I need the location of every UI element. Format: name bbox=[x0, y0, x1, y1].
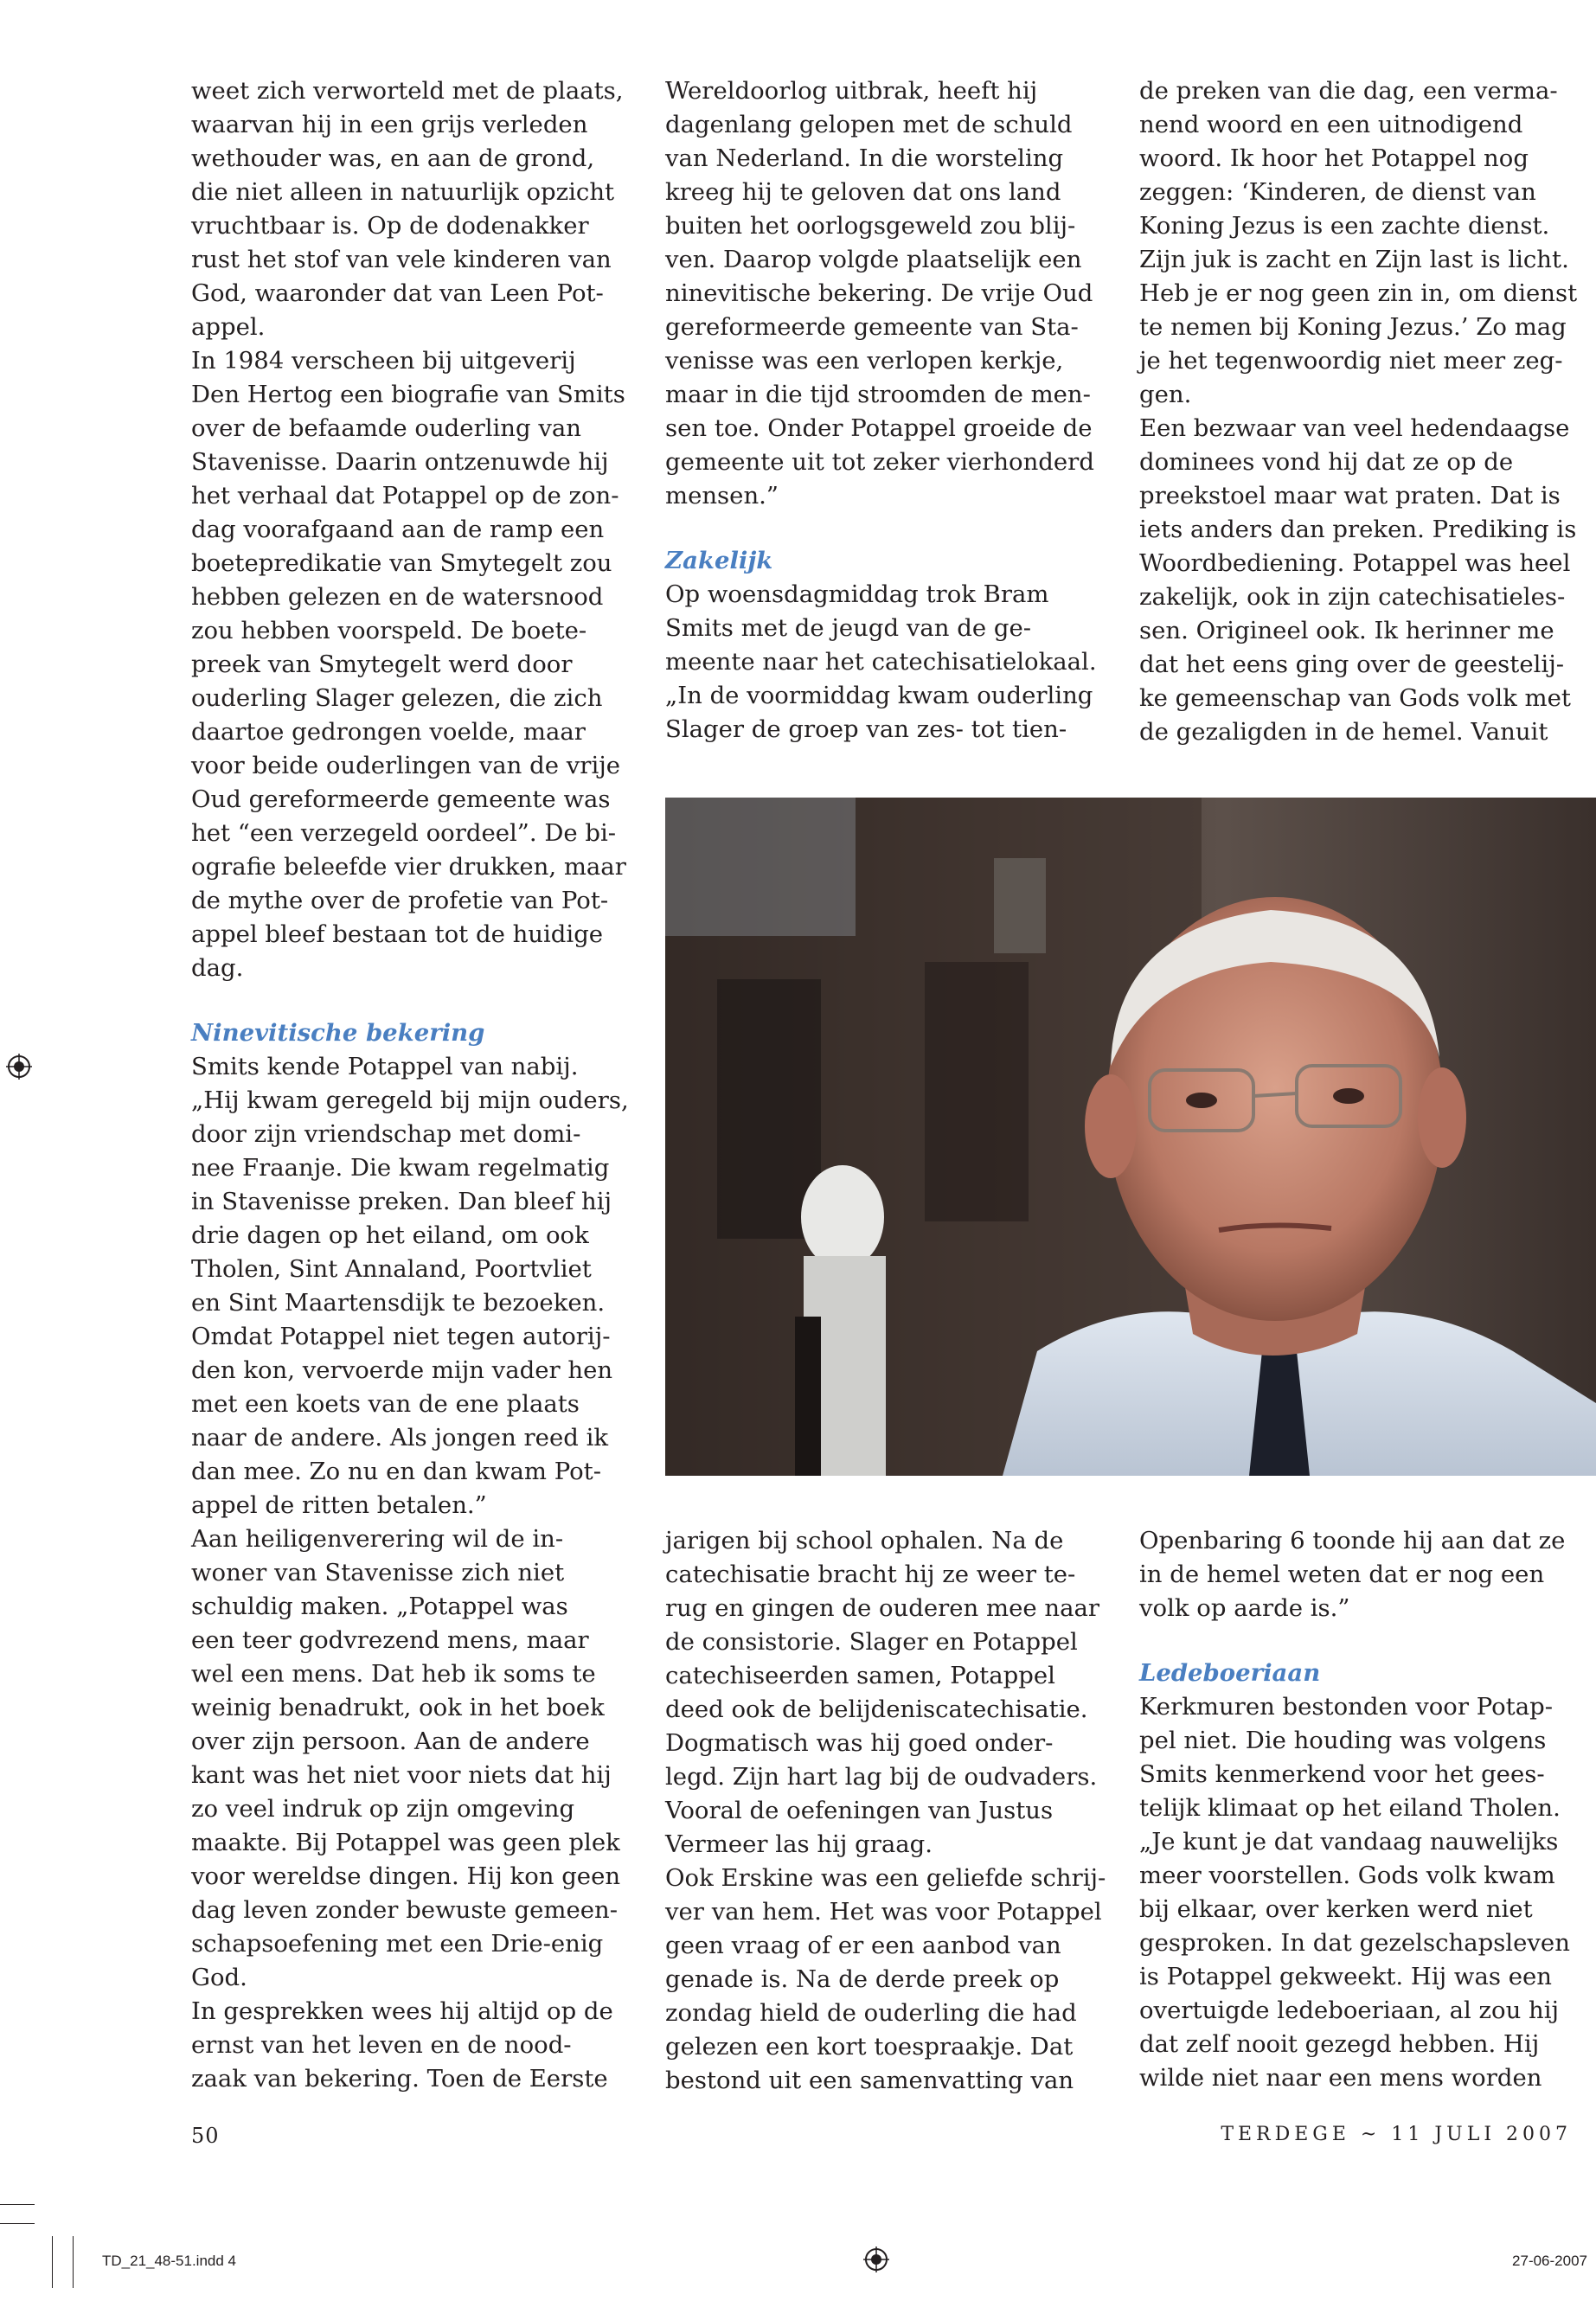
text-line: overtuigde ledeboeriaan, al zou hij bbox=[1139, 1997, 1560, 2024]
text-line: Stavenisse. Daarin ontzenuwde hij bbox=[191, 448, 609, 476]
text-line: Smits met de jeugd van de ge- bbox=[665, 614, 1032, 642]
text-line: zakelijk, ook in zijn catechisatieles- bbox=[1139, 583, 1566, 611]
col2-mid-text bbox=[665, 578, 1098, 747]
registration-mark-icon bbox=[6, 1054, 32, 1080]
crop-mark bbox=[73, 2236, 74, 2288]
column-3-top bbox=[1139, 74, 1578, 749]
text-line: gelezen een kort toespraakje. Dat bbox=[665, 2033, 1074, 2061]
col1-top-text bbox=[191, 74, 624, 985]
text-line: en Sint Maartensdijk te bezoeken. bbox=[191, 1289, 606, 1317]
text-line: boetepredikatie van Smytegelt zou bbox=[191, 549, 612, 577]
text-line: het verhaal dat Potappel op de zon- bbox=[191, 482, 619, 510]
text-line: Den Hertog een biografie van Smits bbox=[191, 381, 625, 408]
text-line: vruchtbaar is. Op de dodenakker bbox=[191, 212, 589, 240]
text-line: zou hebben voorspeld. De boete- bbox=[191, 617, 587, 644]
col2-bottom-text bbox=[665, 1524, 1106, 2098]
text-line: drie dagen op het eiland, om ook bbox=[191, 1221, 589, 1249]
text-line: hebben gelezen en de watersnood bbox=[191, 583, 604, 611]
text-line: ninevitische bekering. De vrije Oud bbox=[665, 279, 1093, 307]
text-line: Kerkmuren bestonden voor Potap- bbox=[1139, 1693, 1554, 1721]
column-2-top bbox=[665, 74, 1098, 747]
slug-date: 27-06-2007 bbox=[1512, 2253, 1587, 2269]
text-line: Wereldoorlog uitbrak, heeft hij bbox=[665, 77, 1038, 105]
text-line: wilde niet naar een mens worden bbox=[1139, 2064, 1542, 2092]
text-line: sen. Origineel ook. Ik herinner me bbox=[1139, 617, 1554, 644]
text-line: preek van Smytegelt werd door bbox=[191, 651, 573, 678]
text-line: In 1984 verscheen bij uitgeverij bbox=[191, 347, 576, 375]
text-line: nend woord en een uitnodigend bbox=[1139, 111, 1523, 138]
text-line: de mythe over de profetie van Pot- bbox=[191, 887, 609, 914]
text-line: schuldig maken. „Potappel was bbox=[191, 1593, 568, 1620]
text-line: ouderling Slager gelezen, die zich bbox=[191, 684, 603, 712]
text-line: Heb je er nog geen zin in, om dienst bbox=[1139, 279, 1578, 307]
column-2-bottom bbox=[665, 1524, 1106, 2098]
text-line: gereformeerde gemeente van Sta- bbox=[665, 313, 1079, 341]
text-line: dominees vond hij dat ze op de bbox=[1139, 448, 1514, 476]
text-line: door zijn vriendschap met domi- bbox=[191, 1120, 581, 1148]
text-line: Omdat Potappel niet tegen autorij- bbox=[191, 1323, 611, 1350]
text-line: venisse was een verlopen kerkje, bbox=[665, 347, 1064, 375]
col3-bottom-text-a bbox=[1139, 1524, 1572, 1625]
text-line: zaak van bekering. Toen de Eerste bbox=[191, 2065, 608, 2093]
text-line: Smits kende Potappel van nabij. bbox=[191, 1053, 579, 1080]
page-number: 50 bbox=[191, 2124, 220, 2148]
col3-bottom-text-b bbox=[1139, 1690, 1572, 2095]
text-line: wethouder was, en aan de grond, bbox=[191, 144, 595, 172]
text-line: Een bezwaar van veel hedendaagse bbox=[1139, 414, 1570, 442]
text-line: dag voorafgaand aan de ramp een bbox=[191, 516, 605, 543]
text-line: appel bleef bestaan tot de huidige bbox=[191, 920, 604, 948]
text-line: „Je kunt je dat vandaag nauwelijks bbox=[1139, 1828, 1559, 1856]
text-line: ografie beleefde vier drukken, maar bbox=[191, 853, 626, 881]
text-line: Dogmatisch was hij goed onder- bbox=[665, 1729, 1054, 1757]
text-line: telijk klimaat op het eiland Tholen. bbox=[1139, 1794, 1561, 1822]
text-line: Aan heiligenverering wil de in- bbox=[191, 1525, 564, 1553]
text-line: waarvan hij in een grijs verleden bbox=[191, 111, 588, 138]
running-footer: TERDEGE ~ 11 JULI 2007 bbox=[1221, 2124, 1572, 2145]
text-line: zondag hield de ouderling die had bbox=[665, 1999, 1077, 2027]
text-line: meente naar het catechisatielokaal. bbox=[665, 648, 1097, 676]
text-line: In gesprekken wees hij altijd op de bbox=[191, 1997, 613, 2025]
subheading-ninevitische-bekering: Ninevitische bekering bbox=[191, 1019, 485, 1047]
text-line: dag. bbox=[191, 954, 244, 982]
text-line: naar de andere. Als jongen reed ik bbox=[191, 1424, 609, 1452]
text-line: Ook Erskine was een geliefde schrij- bbox=[665, 1864, 1106, 1892]
text-line: dat het eens ging over de geestelij- bbox=[1139, 651, 1565, 678]
subheading-zakelijk: Zakelijk bbox=[665, 547, 773, 574]
text-line: Smits kenmerkend voor het gees- bbox=[1139, 1760, 1545, 1788]
text-line: Slager de groep van zes- tot tien- bbox=[665, 715, 1067, 743]
column-1 bbox=[191, 74, 629, 2096]
text-line: van Nederland. In die worsteling bbox=[665, 144, 1064, 172]
text-line: Vooral de oefeningen van Justus bbox=[665, 1797, 1054, 1824]
text-line: woord. Ik hoor het Potappel nog bbox=[1139, 144, 1529, 172]
text-line: geen vraag of er een aanbod van bbox=[665, 1932, 1061, 1959]
text-line: Tholen, Sint Annaland, Poortvliet bbox=[191, 1255, 592, 1283]
text-line: mensen.” bbox=[665, 482, 779, 510]
text-line: Op woensdagmiddag trok Bram bbox=[665, 580, 1049, 608]
text-line: catechiseerden samen, Potappel bbox=[665, 1662, 1055, 1689]
text-line: ke gemeenschap van Gods volk met bbox=[1139, 684, 1571, 712]
crop-mark bbox=[0, 2204, 35, 2205]
text-line: maakte. Bij Potappel was geen plek bbox=[191, 1829, 620, 1856]
text-line: nee Fraanje. Die kwam regelmatig bbox=[191, 1154, 610, 1182]
text-line: te nemen bij Koning Jezus.’ Zo mag bbox=[1139, 313, 1567, 341]
text-line: met een koets van de ene plaats bbox=[191, 1390, 580, 1418]
text-line: gemeente uit tot zeker vierhonderd bbox=[665, 448, 1094, 476]
text-line: daartoe gedrongen voelde, maar bbox=[191, 718, 586, 746]
text-line: ernst van het leven en de nood- bbox=[191, 2031, 572, 2059]
text-line: voor beide ouderlingen van de vrije bbox=[191, 752, 621, 779]
text-line: zo veel indruk op zijn omgeving bbox=[191, 1795, 575, 1823]
text-line: over zijn persoon. Aan de andere bbox=[191, 1727, 590, 1755]
col3-top-text bbox=[1139, 74, 1578, 749]
text-line: den kon, vervoerde mijn vader hen bbox=[191, 1356, 613, 1384]
text-line: maar in die tijd stroomden de men- bbox=[665, 381, 1091, 408]
text-line: die niet alleen in natuurlijk opzicht bbox=[191, 178, 615, 206]
registration-mark-icon bbox=[863, 2247, 889, 2272]
text-line: dan mee. Zo nu en dan kwam Pot- bbox=[191, 1458, 602, 1485]
text-line: „In de voormiddag kwam ouderling bbox=[665, 682, 1093, 709]
text-line: Zijn juk is zacht en Zijn last is licht. bbox=[1139, 246, 1569, 273]
text-line: iets anders dan preken. Prediking is bbox=[1139, 516, 1577, 543]
text-line: Vermeer las hij graag. bbox=[665, 1830, 933, 1858]
text-line: dag leven zonder bewuste gemeen- bbox=[191, 1896, 619, 1924]
text-line: een teer godvrezend mens, maar bbox=[191, 1626, 589, 1654]
text-line: voor wereldse dingen. Hij kon geen bbox=[191, 1862, 621, 1890]
text-line: Oud gereformeerde gemeente was bbox=[191, 785, 611, 813]
text-line: deed ook de belijdeniscatechisatie. bbox=[665, 1695, 1088, 1723]
text-line: gen. bbox=[1139, 381, 1192, 408]
text-line: de consistorie. Slager en Potappel bbox=[665, 1628, 1078, 1656]
text-line: Koning Jezus is een zachte dienst. bbox=[1139, 212, 1550, 240]
text-line: volk op aarde is.” bbox=[1139, 1594, 1350, 1622]
text-line: de preken van die dag, een verma- bbox=[1139, 77, 1558, 105]
text-line: het “een verzegeld oordeel”. De bi- bbox=[191, 819, 617, 847]
subheading-ledeboeriaan: Ledeboeriaan bbox=[1139, 1659, 1321, 1687]
text-line: wel een mens. Dat heb ik soms te bbox=[191, 1660, 596, 1688]
text-line: bij elkaar, over kerken werd niet bbox=[1139, 1895, 1533, 1923]
text-line: rug en gingen de ouderen mee naar bbox=[665, 1594, 1100, 1622]
text-line: appel. bbox=[191, 313, 266, 341]
portrait-photo bbox=[665, 798, 1596, 1476]
crop-mark bbox=[52, 2236, 53, 2288]
text-line: in Stavenisse preken. Dan bleef hij bbox=[191, 1188, 612, 1215]
text-line: zeggen: ‘Kinderen, de dienst van bbox=[1139, 178, 1536, 206]
text-line: buiten het oorlogsgeweld zou blij- bbox=[665, 212, 1076, 240]
text-line: ven. Daarop volgde plaatselijk een bbox=[665, 246, 1082, 273]
text-line: schapsoefening met een Drie-enig bbox=[191, 1930, 604, 1958]
col1-bottom-text bbox=[191, 1050, 629, 2096]
text-line: is Potappel gekweekt. Hij was een bbox=[1139, 1963, 1552, 1990]
col2-top-text bbox=[665, 74, 1098, 513]
text-line: meer voorstellen. Gods volk kwam bbox=[1139, 1862, 1555, 1889]
text-line: God. bbox=[191, 1964, 247, 1991]
text-line: sen toe. Onder Potappel groeide de bbox=[665, 414, 1093, 442]
text-line: bestond uit een samenvatting van bbox=[665, 2067, 1074, 2094]
text-line: rust het stof van vele kinderen van bbox=[191, 246, 612, 273]
text-line: kreeg hij te geloven dat ons land bbox=[665, 178, 1061, 206]
text-line: jarigen bij school ophalen. Na de bbox=[665, 1527, 1064, 1554]
text-line: legd. Zijn hart lag bij de oudvaders. bbox=[665, 1763, 1098, 1791]
text-line: weinig benadrukt, ook in het boek bbox=[191, 1694, 605, 1721]
text-line: „Hij kwam geregeld bij mijn ouders, bbox=[191, 1086, 629, 1114]
text-line: over de befaamde ouderling van bbox=[191, 414, 581, 442]
text-line: appel de ritten betalen.” bbox=[191, 1491, 487, 1519]
text-line: genade is. Na de derde preek op bbox=[665, 1965, 1060, 1993]
text-line: de gezaligden in de hemel. Vanuit bbox=[1139, 718, 1548, 746]
text-line: ver van hem. Het was voor Potappel bbox=[665, 1898, 1102, 1926]
text-line: dat zelf nooit gezegd hebben. Hij bbox=[1139, 2030, 1540, 2058]
column-3-bottom bbox=[1139, 1524, 1572, 2095]
slug-filename: TD_21_48-51.indd 4 bbox=[102, 2253, 237, 2269]
text-line: dagenlang gelopen met de schuld bbox=[665, 111, 1073, 138]
text-line: preekstoel maar wat praten. Dat is bbox=[1139, 482, 1561, 510]
text-line: catechisatie bracht hij ze weer te- bbox=[665, 1561, 1076, 1588]
text-line: gesproken. In dat gezelschapsleven bbox=[1139, 1929, 1570, 1957]
text-line: Woordbediening. Potappel was heel bbox=[1139, 549, 1571, 577]
crop-mark bbox=[0, 2223, 35, 2224]
text-line: kant was het niet voor niets dat hij bbox=[191, 1761, 612, 1789]
text-line: weet zich verworteld met de plaats, bbox=[191, 77, 624, 105]
text-line: pel niet. Die houding was volgens bbox=[1139, 1727, 1547, 1754]
text-line: je het tegenwoordig niet meer zeg- bbox=[1139, 347, 1563, 375]
text-line: woner van Stavenisse zich niet bbox=[191, 1559, 565, 1586]
text-line: God, waaronder dat van Leen Pot- bbox=[191, 279, 604, 307]
text-line: Openbaring 6 toonde hij aan dat ze bbox=[1139, 1527, 1566, 1554]
text-line: in de hemel weten dat er nog een bbox=[1139, 1561, 1545, 1588]
